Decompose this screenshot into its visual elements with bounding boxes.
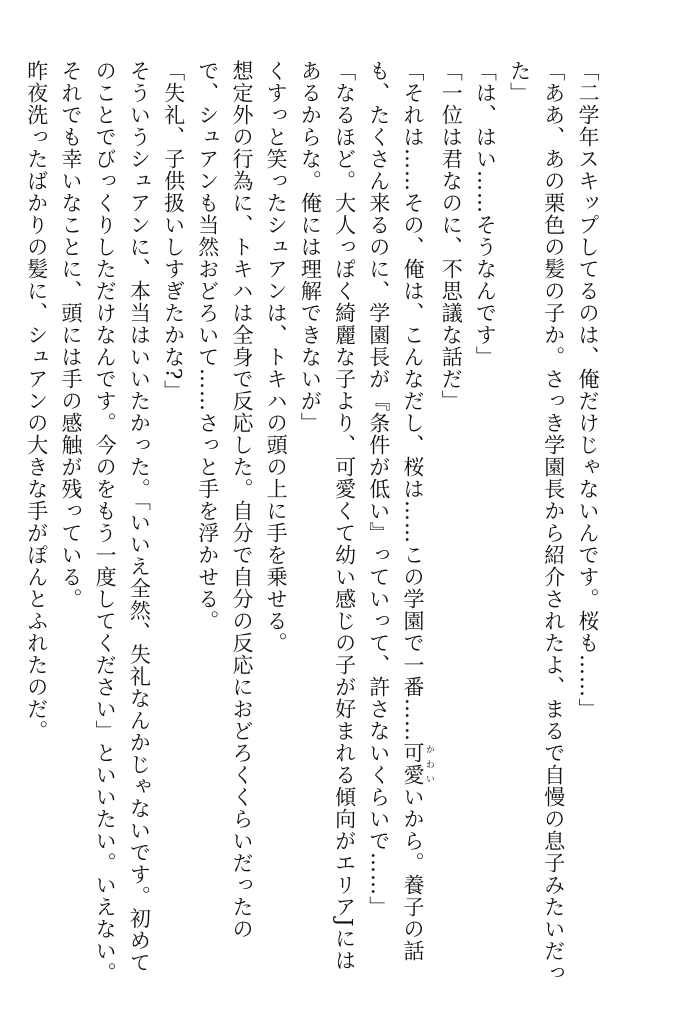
text-line: た」 [507,60,532,104]
text-line: のことでびっくりしただけなんです。今のをもう一度してください」といいたい。いえない。 [93,60,118,984]
text-line: も、たくさん来るのに、学園長が『条件が低い』っていって、許さないくらいで……」 [366,60,391,918]
text-line-with-ruby [396,60,434,960]
text-line: くすっと笑ったシュアンは、トキハの頭の上に手を乗せる。 [264,60,289,654]
vertical-text-body [20,60,605,984]
text-line: 「は、はい……そうなんです」 [473,60,498,368]
ruby-word [400,742,434,786]
ruby-base: 可愛 [400,742,425,786]
text-line: 「一位は君なのに、不思議な話だ」 [439,60,464,412]
text-line: そういうシュアンに、本当はいいたかった。「いいえ全然、失礼なんかじゃないです。初めて [127,60,152,974]
text-line: 「ああ、あの栗色の髪の子か。さっき学園長から紹介されたよ、まるで自慢の息子みたいだっ [541,60,566,984]
text-line: 「なるほど。大人っぽく綺麗な子より、可愛くて幼い感じの子が好まれる傾向がエリアJには [332,60,357,972]
text-line: 昨夜洗ったばかりの髪に、シュアンの大きな手がぽんとふれたのだ。 [24,60,49,742]
text-line: で、シュアンも当然おどろいて……さっと手を浮かせる。 [195,60,220,632]
text-line: それでも幸いなことに、頭には手の感触が残っている。 [58,60,83,610]
text-line: 「失礼、子供扱いしすぎたかな?」 [161,60,186,403]
text-line: 想定外の行為に、トキハは全身で反応した。自分で自分の反応におどろくくらいだったの [229,60,254,940]
text-line-tail: いから。養子の話 [400,786,425,962]
text-line-head: 「それは……その、俺は、こんなだし、桜は……この学園で一番…… [400,60,425,742]
ruby-reading: かわい [423,742,434,786]
text-line: あるからな。俺には理解できないが」 [298,60,323,434]
text-line: 「二学年スキップしてるのは、俺だけじゃないんです。桜も……」 [576,60,600,720]
